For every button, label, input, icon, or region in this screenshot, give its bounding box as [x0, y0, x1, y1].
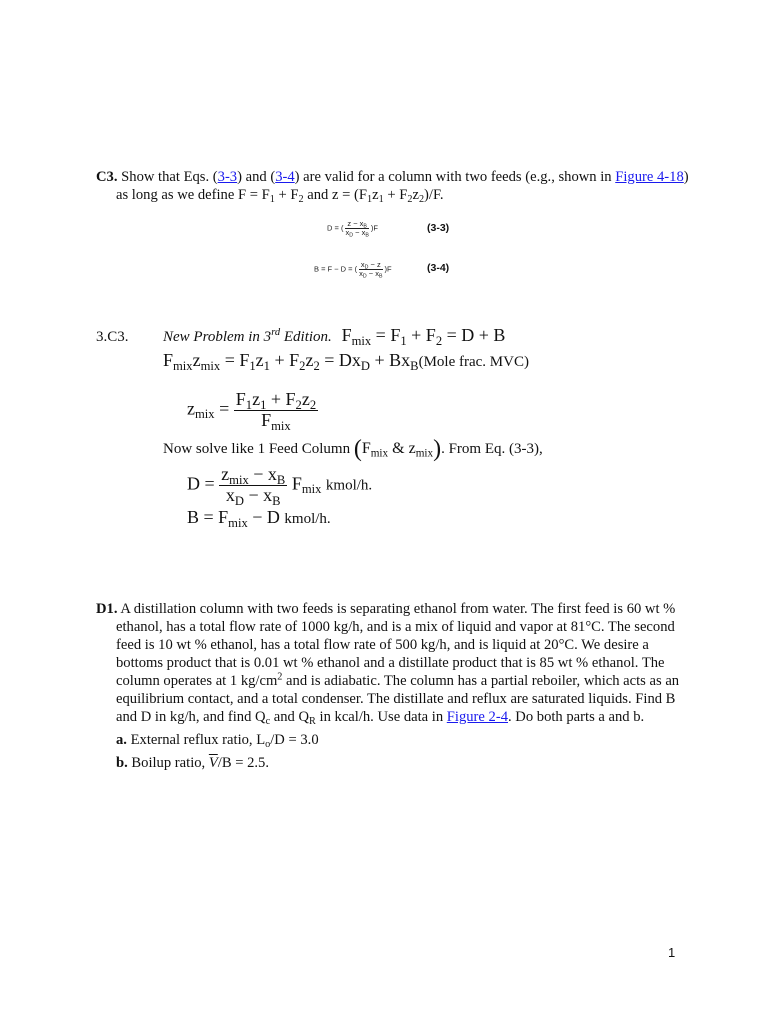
from-eq-text: . From Eq. (3-3), — [441, 441, 543, 457]
sub: 2 — [298, 194, 304, 206]
c3-text: Show that Eqs. ( — [121, 169, 218, 185]
solution-label: 3.C3. — [96, 329, 129, 345]
vbar-symbol: $\overline{V}$ — [208, 755, 218, 771]
mass-balance-equation: $F_{mix}z_{mix} = F_1z_1 + F_2z_2 = Dx_D$ + $Bx_B(Mole$ frac. MVC) — [163, 350, 529, 373]
sub: 1 — [269, 194, 275, 206]
sub: R — [309, 716, 316, 728]
d1-text: and is adiabatic. The column has a partial reboiler, which acts as an — [282, 673, 680, 689]
c3-text: ) and ( — [237, 169, 276, 185]
c3-text: )/F. — [424, 187, 444, 203]
d1-text: column operates at 1 kg/cm — [116, 673, 278, 689]
d1-line-7 — [116, 708, 644, 726]
intro-sup: rd — [271, 327, 281, 339]
sub: o — [265, 739, 271, 751]
c3-text: as long as we define F = F — [116, 187, 270, 203]
kmol-unit: kmol/h. — [325, 477, 373, 494]
sub: c — [265, 716, 271, 728]
sup: 2 — [277, 671, 283, 683]
sub: 1 — [366, 194, 373, 206]
part-b-label: b. — [116, 755, 128, 771]
equation-3-4: B = F − D = ( $\frac{x_D - z}{x_D - x_B}$ )F — [314, 260, 392, 280]
part-b-text: Boilup ratio, — [127, 755, 209, 771]
b-equation: $B = F_{mix} - D$ kmol/h. — [187, 507, 331, 530]
d1-text: . Do both parts a and b. — [508, 709, 645, 725]
d1-line-5 — [116, 672, 679, 690]
page-number: 1 — [668, 945, 676, 960]
d1-text: A distillation column with two feeds is separating ethanol from water. The first feed is 60 wt % — [117, 601, 676, 617]
fmix-equation: $F_{mix} = F_1 + F_2 = D + B$ — [341, 325, 506, 348]
d1-line-2: ethanol, has a total flow rate of 1000 kg/h, and is a mix of liquid and vapor at 81°C. The second — [116, 619, 675, 635]
d1-text: and D in kg/h, and find Q — [116, 709, 266, 725]
d1-line-4: bottoms product that is 0.01 wt % ethanol and a distillate product that is 85 wt % ethanol. The — [116, 655, 665, 671]
eq-3-3-link[interactable]: 3-3 — [217, 169, 238, 185]
mole-frac-note: (Mole frac. MVC) — [418, 354, 529, 370]
eq-3-4-link[interactable]: 3-4 — [275, 169, 295, 185]
figure-4-18-link[interactable]: Figure 4-18 — [615, 169, 684, 185]
c3-text: and z = (F — [303, 187, 367, 203]
now-solve-text: Now solve like 1 Feed Column — [163, 441, 351, 457]
d-equation: D = $\frac{z_{mix} - x_B}{x_D - x_B}$ $F_{mix}$ kmol/h. — [187, 464, 373, 508]
c3-line-2 — [116, 186, 444, 204]
c3-text: z — [372, 187, 379, 203]
kmol-unit: kmol/h. — [284, 511, 331, 527]
solution-intro — [163, 325, 505, 346]
d1-text: in kcal/h. Use data in — [315, 709, 447, 725]
now-solve-line: Now solve like 1 Feed Column ($F_{mix}$ & $z_{mix}$). From Eq. (3-3), — [163, 436, 543, 462]
d1-label: D1. — [96, 601, 118, 617]
d1-line-3: feed is 10 wt % ethanol, has a total flow rate of 500 kg/h, and is liquid at 20°C. We desire a — [116, 637, 649, 653]
equation-3-4-tag: (3-4) — [427, 262, 450, 274]
part-a-text: /D = 3.0 — [270, 732, 319, 748]
zmix-equation: $z_{mix}$ = $\frac{F_1z_1 + F_2z_2}{F_{mix}}$ — [187, 389, 317, 433]
c3-text: ) — [683, 169, 689, 185]
sub: 2 — [418, 194, 425, 206]
intro-text: Edition. — [280, 329, 332, 345]
part-a-label: a. — [116, 732, 127, 748]
figure-2-4-link[interactable]: Figure 2-4 — [446, 709, 508, 725]
equation-3-3: D = ( $\frac{z - x_B}{x_D - x_B}$ )F — [327, 219, 378, 239]
c3-text: ) are valid for a column with two feeds (e.g., shown in — [294, 169, 616, 185]
sub: 1 — [378, 194, 384, 206]
d1-line-6: equilibrium contact, and a total condenser. The distillate and reflux are saturated liquids. Find B — [116, 691, 676, 707]
part-a-text: External reflux ratio, L — [126, 732, 266, 748]
d1-text: and Q — [270, 709, 310, 725]
c3-text: + F — [274, 187, 299, 203]
d1-part-a — [116, 731, 319, 749]
equation-3-3-tag: (3-3) — [427, 222, 450, 234]
c3-line-1 — [96, 168, 689, 186]
c3-text: z — [412, 187, 419, 203]
c3-text: + F — [383, 187, 408, 203]
sub: 2 — [407, 194, 413, 206]
c3-label: C3. — [96, 169, 118, 185]
intro-text: New Problem in 3 — [163, 329, 272, 345]
part-b-text: /B = 2.5. — [217, 755, 269, 771]
d1-part-b — [116, 754, 269, 772]
d1-line-1 — [96, 600, 696, 618]
